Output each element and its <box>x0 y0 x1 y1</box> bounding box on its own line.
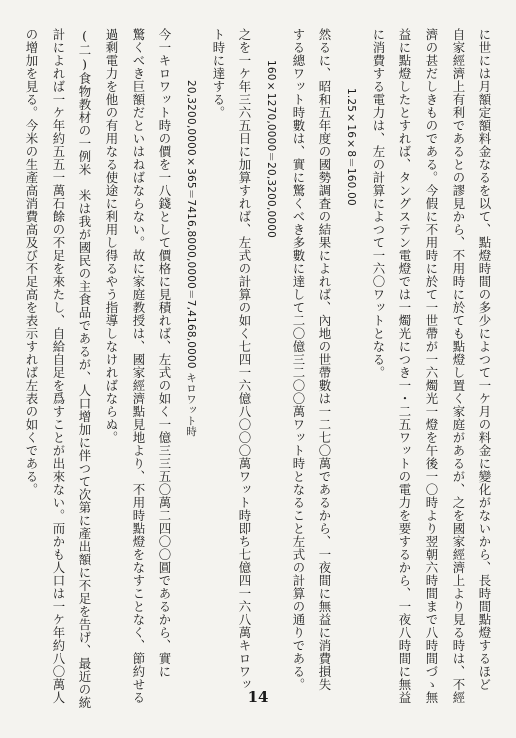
formula: 1.25×16×8＝160.00 <box>345 88 357 206</box>
text-column: 濟の甚だしきものである。今假に不用時に於て一世帶が一六燭光一燈を午後一〇時より翌朝六時間まで八時間づゝ無 <box>424 28 439 704</box>
text-column: に消費する電力は、左の計算によつて一六〇ワットとなる。 <box>371 28 386 379</box>
text-column: に世には月額定額料金なるを以て、點燈時間の多少によつて一ケ月の料金に變化がないから、長時間點燈するほど <box>477 28 492 691</box>
page-number: 14 <box>247 688 269 706</box>
text-column: の增加を見る。今米の生產高消費高及び不足高を表示すれば左表の如くである。 <box>24 28 39 496</box>
formula: 160×1270,0000＝20,3200,0000 <box>265 60 277 239</box>
formula: 20,3200,0000×365＝7416,8000,0000＝7,4168,0000 キロワット時 <box>185 80 197 437</box>
text-column: 過剩電力を他の有用なる使途に利用し得るやう指導しなければならぬ。 <box>104 28 119 444</box>
text-column: (二)食物教材の一例米 米は我が國民の主食品であるが、人口增加に伴つて次第に產出額に不足を告げ、最近の統 <box>77 28 92 710</box>
text-column: ト時に達する。 <box>211 28 226 119</box>
text-column: する總ワット時數は、實に驚くべき多數に達して二〇億三二〇〇萬ワット時となること左式の計算の通りである。 <box>291 28 306 691</box>
text-column: 然るに、昭和五年度の國勢調査の結果によれば、內地の世帶數は一二七〇萬であるから、一夜間に無益に消費損失 <box>317 28 332 691</box>
text-column: 計によれば一ケ年約五五一萬石餘の不足を來たし、自給自足を爲すことが出來ない。而かも人口は一ケ年約八〇萬人 <box>51 28 66 704</box>
text-column: 自家經濟上有利であるとの謬見から、不用時に於ても點燈し置く家庭があるが、之を國家經濟上より見る時は、不經 <box>451 28 466 704</box>
text-column: 驚くべき巨額だといはねばならない。故に家庭教授は、國家經濟點見地より、不用時點燈をなすことなく、節約せる <box>131 28 146 704</box>
text-column: 今一キロワット時の價を一八錢として價格に見積れば、左式の如く一億三三五〇萬二四〇〇圓であるから、實に <box>157 28 172 678</box>
text-column: 益に點燈したとすれば、タングステン電燈では一燭光につき一・二五ワットの電力を要するから、一夜八時間に無益 <box>397 28 412 704</box>
text-column: 之を一ケ年三六五日に加算すれば、左式の計算の如く七四一六億八〇〇〇萬ワット時即ち七億四一六八萬キロワッ <box>237 28 252 691</box>
